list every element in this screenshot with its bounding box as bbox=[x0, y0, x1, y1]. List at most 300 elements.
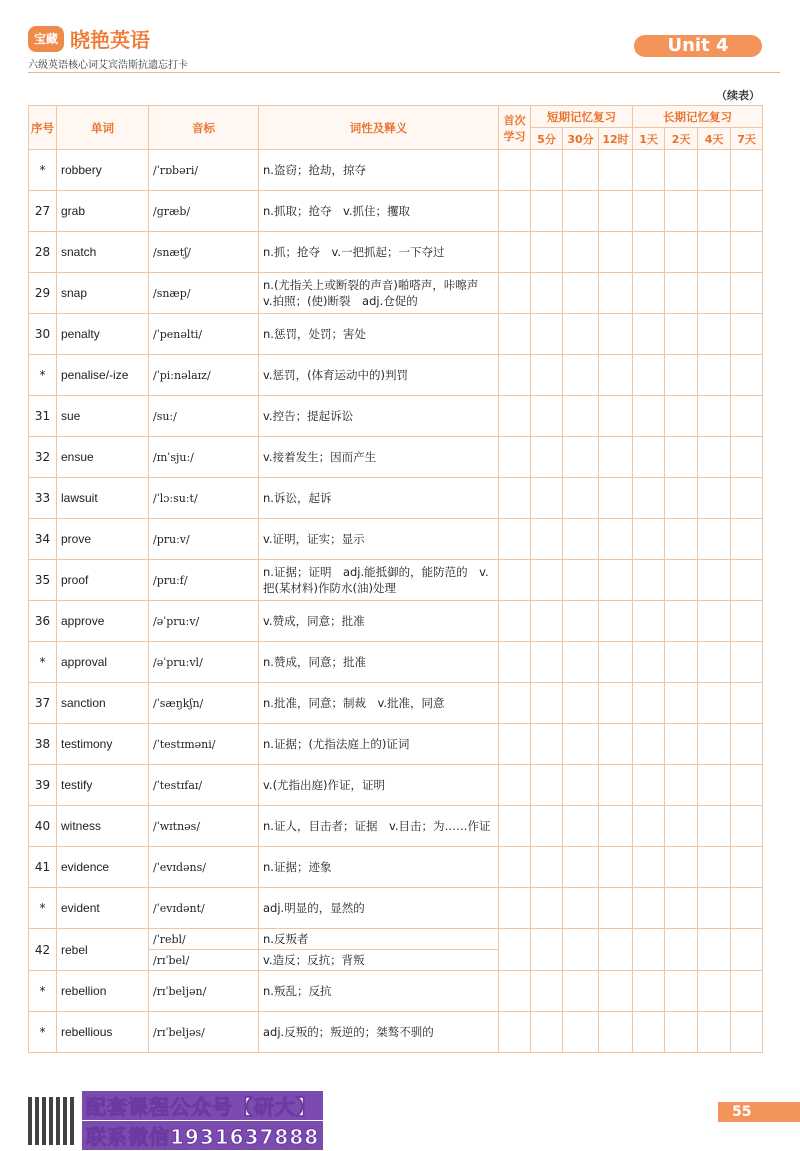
checkbox-cell[interactable] bbox=[599, 971, 633, 1012]
checkbox-cell[interactable] bbox=[563, 150, 599, 191]
checkbox-cell[interactable] bbox=[563, 314, 599, 355]
checkbox-cell[interactable] bbox=[698, 396, 731, 437]
checkbox-cell[interactable] bbox=[599, 519, 633, 560]
phonetic-cell: /ˈtestɪməni/ bbox=[149, 724, 259, 765]
checkbox-cell[interactable] bbox=[698, 642, 731, 683]
table-row bbox=[29, 232, 763, 273]
checkbox-cell[interactable] bbox=[633, 396, 665, 437]
checkbox-cell[interactable] bbox=[698, 847, 731, 888]
checkbox-cell[interactable] bbox=[499, 1012, 531, 1053]
phonetic-cell: /ˈwɪtnəs/ bbox=[149, 806, 259, 847]
table-row bbox=[29, 314, 763, 355]
logo-text: 晓艳英语 bbox=[70, 28, 150, 52]
checkbox-cell[interactable] bbox=[665, 150, 698, 191]
checkbox-cell[interactable] bbox=[599, 314, 633, 355]
checkbox-cell[interactable] bbox=[633, 355, 665, 396]
col-header-1day: 1天 bbox=[633, 128, 665, 150]
definition-cell: n.赞成，同意；批准 bbox=[259, 642, 499, 683]
word-cell: penalty bbox=[57, 314, 149, 355]
row-number: 27 bbox=[29, 191, 57, 232]
checkbox-cell[interactable] bbox=[531, 888, 563, 929]
checkbox-cell[interactable] bbox=[499, 765, 531, 806]
checkbox-cell[interactable] bbox=[563, 683, 599, 724]
vocabulary-table bbox=[28, 105, 763, 1053]
checkbox-cell[interactable] bbox=[599, 355, 633, 396]
row-number: * bbox=[29, 150, 57, 191]
checkbox-cell[interactable] bbox=[698, 273, 731, 314]
col-header-definition: 词性及释义 bbox=[259, 106, 499, 150]
checkbox-cell[interactable] bbox=[531, 806, 563, 847]
checkbox-cell[interactable] bbox=[563, 232, 599, 273]
phonetic-cell: /pruːf/ bbox=[149, 560, 259, 601]
checkbox-cell[interactable] bbox=[563, 1012, 599, 1053]
table-row bbox=[29, 724, 763, 765]
row-number: 40 bbox=[29, 806, 57, 847]
checkbox-cell[interactable] bbox=[599, 560, 633, 601]
checkbox-cell[interactable] bbox=[599, 929, 633, 971]
checkbox-cell[interactable] bbox=[531, 396, 563, 437]
checkbox-cell[interactable] bbox=[499, 437, 531, 478]
table-body bbox=[29, 150, 763, 1053]
checkbox-cell[interactable] bbox=[731, 191, 763, 232]
checkbox-cell[interactable] bbox=[531, 1012, 563, 1053]
checkbox-cell[interactable] bbox=[665, 683, 698, 724]
checkbox-cell[interactable] bbox=[633, 273, 665, 314]
definition-cell: n.叛乱；反抗 bbox=[259, 971, 499, 1012]
row-number: * bbox=[29, 971, 57, 1012]
col-header-word: 单词 bbox=[57, 106, 149, 150]
row-number: 29 bbox=[29, 273, 57, 314]
checkbox-cell[interactable] bbox=[698, 765, 731, 806]
row-number: 39 bbox=[29, 765, 57, 806]
word-cell: evident bbox=[57, 888, 149, 929]
definition-cell: n.抓；抢夺 v.一把抓起；一下夺过 bbox=[259, 232, 499, 273]
checkbox-cell[interactable] bbox=[731, 642, 763, 683]
qr-code-icon bbox=[28, 1097, 76, 1145]
checkbox-cell[interactable] bbox=[665, 601, 698, 642]
checkbox-cell[interactable] bbox=[731, 478, 763, 519]
row-number: 31 bbox=[29, 396, 57, 437]
checkbox-cell[interactable] bbox=[633, 437, 665, 478]
phonetic-cell: /ˈlɔːsuːt/ bbox=[149, 478, 259, 519]
phonetic-cell: /ˈevɪdəns/ bbox=[149, 847, 259, 888]
checkbox-cell[interactable] bbox=[531, 971, 563, 1012]
checkbox-cell[interactable] bbox=[665, 888, 698, 929]
checkbox-cell[interactable] bbox=[633, 724, 665, 765]
col-header-4day: 4天 bbox=[698, 128, 731, 150]
checkbox-cell[interactable] bbox=[698, 683, 731, 724]
checkbox-cell[interactable] bbox=[599, 888, 633, 929]
checkbox-cell[interactable] bbox=[633, 1012, 665, 1053]
word-cell: rebellion bbox=[57, 971, 149, 1012]
row-number: * bbox=[29, 355, 57, 396]
checkbox-cell[interactable] bbox=[698, 355, 731, 396]
checkbox-cell[interactable] bbox=[731, 437, 763, 478]
checkbox-cell[interactable] bbox=[499, 683, 531, 724]
checkbox-cell[interactable] bbox=[665, 232, 698, 273]
checkbox-cell[interactable] bbox=[731, 232, 763, 273]
checkbox-cell[interactable] bbox=[531, 437, 563, 478]
checkbox-cell[interactable] bbox=[531, 273, 563, 314]
checkbox-cell[interactable] bbox=[531, 355, 563, 396]
checkbox-cell[interactable] bbox=[665, 519, 698, 560]
definition-cell: n.证人，目击者；证据 v.目击；为……作证 bbox=[259, 806, 499, 847]
checkbox-cell[interactable] bbox=[531, 724, 563, 765]
definition-cell: n.(尤指关上或断裂的声音)啪嗒声，咔嚓声 v.拍照；(使)断裂 adj.仓促的 bbox=[259, 273, 499, 314]
row-number: * bbox=[29, 642, 57, 683]
phonetic-cell: /rɪˈbel/ bbox=[149, 950, 259, 971]
word-cell: penalise/-ize bbox=[57, 355, 149, 396]
row-number: 37 bbox=[29, 683, 57, 724]
row-number: 38 bbox=[29, 724, 57, 765]
phonetic-cell: /əˈpruːvl/ bbox=[149, 642, 259, 683]
checkbox-cell[interactable] bbox=[633, 560, 665, 601]
checkbox-cell[interactable] bbox=[633, 478, 665, 519]
phonetic-cell: /ˈsæŋkʃn/ bbox=[149, 683, 259, 724]
checkbox-cell[interactable] bbox=[599, 273, 633, 314]
checkbox-cell[interactable] bbox=[665, 642, 698, 683]
checkbox-cell[interactable] bbox=[698, 232, 731, 273]
checkbox-cell[interactable] bbox=[633, 642, 665, 683]
checkbox-cell[interactable] bbox=[499, 929, 531, 971]
checkbox-cell[interactable] bbox=[563, 478, 599, 519]
checkbox-cell[interactable] bbox=[633, 150, 665, 191]
checkbox-cell[interactable] bbox=[499, 642, 531, 683]
row-number: * bbox=[29, 888, 57, 929]
col-header-5min: 5分 bbox=[531, 128, 563, 150]
checkbox-cell[interactable] bbox=[633, 806, 665, 847]
checkbox-cell[interactable] bbox=[499, 724, 531, 765]
table-row bbox=[29, 806, 763, 847]
table-row bbox=[29, 601, 763, 642]
checkbox-cell[interactable] bbox=[499, 273, 531, 314]
checkbox-cell[interactable] bbox=[563, 191, 599, 232]
checkbox-cell[interactable] bbox=[499, 806, 531, 847]
checkbox-cell[interactable] bbox=[731, 1012, 763, 1053]
checkbox-cell[interactable] bbox=[731, 560, 763, 601]
col-header-30min: 30分 bbox=[563, 128, 599, 150]
checkbox-cell[interactable] bbox=[531, 642, 563, 683]
checkbox-cell[interactable] bbox=[499, 191, 531, 232]
phonetic-cell: /snæp/ bbox=[149, 273, 259, 314]
checkbox-cell[interactable] bbox=[633, 929, 665, 971]
table-row bbox=[29, 396, 763, 437]
checkbox-cell[interactable] bbox=[563, 724, 599, 765]
promo-line-1: 配套课程公众号【研大】 bbox=[82, 1091, 323, 1120]
table-row bbox=[29, 847, 763, 888]
checkbox-cell[interactable] bbox=[563, 601, 599, 642]
checkbox-cell[interactable] bbox=[531, 314, 563, 355]
table-row bbox=[29, 150, 763, 191]
word-cell: robbery bbox=[57, 150, 149, 191]
checkbox-cell[interactable] bbox=[563, 806, 599, 847]
definition-cell: adj.反叛的；叛逆的；桀骜不驯的 bbox=[259, 1012, 499, 1053]
table-row bbox=[29, 642, 763, 683]
checkbox-cell[interactable] bbox=[599, 765, 633, 806]
checkbox-cell[interactable] bbox=[731, 929, 763, 971]
checkbox-cell[interactable] bbox=[563, 273, 599, 314]
checkbox-cell[interactable] bbox=[599, 683, 633, 724]
phonetic-cell: /ˈpiːnəlaɪz/ bbox=[149, 355, 259, 396]
checkbox-cell[interactable] bbox=[531, 683, 563, 724]
row-number: * bbox=[29, 1012, 57, 1053]
checkbox-cell[interactable] bbox=[633, 601, 665, 642]
checkbox-cell[interactable] bbox=[665, 273, 698, 314]
definition-cell: n.证据；(尤指法庭上的)证词 bbox=[259, 724, 499, 765]
checkbox-cell[interactable] bbox=[665, 929, 698, 971]
checkbox-cell[interactable] bbox=[698, 601, 731, 642]
definition-cell: n.盗窃；抢劫，掠夺 bbox=[259, 150, 499, 191]
checkbox-cell[interactable] bbox=[698, 929, 731, 971]
checkbox-cell[interactable] bbox=[563, 765, 599, 806]
checkbox-cell[interactable] bbox=[731, 273, 763, 314]
checkbox-cell[interactable] bbox=[531, 519, 563, 560]
checkbox-cell[interactable] bbox=[731, 396, 763, 437]
checkbox-cell[interactable] bbox=[665, 314, 698, 355]
checkbox-cell[interactable] bbox=[499, 478, 531, 519]
checkbox-cell[interactable] bbox=[665, 396, 698, 437]
table-row bbox=[29, 560, 763, 601]
checkbox-cell[interactable] bbox=[731, 724, 763, 765]
promo-text bbox=[82, 1090, 323, 1151]
checkbox-cell[interactable] bbox=[731, 601, 763, 642]
col-header-phonetic: 音标 bbox=[149, 106, 259, 150]
phonetic-cell: /ˈrɒbəri/ bbox=[149, 150, 259, 191]
vocabulary-table-container bbox=[28, 105, 762, 1053]
checkbox-cell[interactable] bbox=[731, 847, 763, 888]
checkbox-cell[interactable] bbox=[731, 806, 763, 847]
word-cell: witness bbox=[57, 806, 149, 847]
phonetic-cell: /ˈevɪdənt/ bbox=[149, 888, 259, 929]
book-subtitle: 六级英语核心词艾宾浩斯抗遗忘打卡 bbox=[28, 60, 188, 71]
checkbox-cell[interactable] bbox=[499, 314, 531, 355]
checkbox-cell[interactable] bbox=[499, 355, 531, 396]
checkbox-cell[interactable] bbox=[531, 929, 563, 971]
table-row bbox=[29, 1012, 763, 1053]
checkbox-cell[interactable] bbox=[665, 560, 698, 601]
row-number: 41 bbox=[29, 847, 57, 888]
checkbox-cell[interactable] bbox=[499, 396, 531, 437]
checkbox-cell[interactable] bbox=[633, 971, 665, 1012]
checkbox-cell[interactable] bbox=[499, 847, 531, 888]
checkbox-cell[interactable] bbox=[698, 150, 731, 191]
phonetic-cell: /ɡræb/ bbox=[149, 191, 259, 232]
checkbox-cell[interactable] bbox=[499, 971, 531, 1012]
table-row bbox=[29, 478, 763, 519]
checkbox-cell[interactable] bbox=[665, 765, 698, 806]
table-row bbox=[29, 888, 763, 929]
definition-cell: n.证据；证明 adj.能抵御的，能防范的 v.把(某材料)作防水(油)处理 bbox=[259, 560, 499, 601]
phonetic-cell: /ˈtestɪfaɪ/ bbox=[149, 765, 259, 806]
checkbox-cell[interactable] bbox=[599, 601, 633, 642]
word-cell: snatch bbox=[57, 232, 149, 273]
checkbox-cell[interactable] bbox=[531, 765, 563, 806]
checkbox-cell[interactable] bbox=[599, 396, 633, 437]
logo-badge: 宝藏 bbox=[28, 26, 64, 52]
footer-promo bbox=[28, 1090, 323, 1151]
checkbox-cell[interactable] bbox=[633, 232, 665, 273]
checkbox-cell[interactable] bbox=[731, 683, 763, 724]
checkbox-cell[interactable] bbox=[563, 396, 599, 437]
word-cell: grab bbox=[57, 191, 149, 232]
row-number: 36 bbox=[29, 601, 57, 642]
checkbox-cell[interactable] bbox=[499, 232, 531, 273]
checkbox-cell[interactable] bbox=[665, 724, 698, 765]
checkbox-cell[interactable] bbox=[563, 929, 599, 971]
checkbox-cell[interactable] bbox=[698, 1012, 731, 1053]
checkbox-cell[interactable] bbox=[499, 519, 531, 560]
checkbox-cell[interactable] bbox=[599, 806, 633, 847]
table-row bbox=[29, 971, 763, 1012]
checkbox-cell[interactable] bbox=[531, 150, 563, 191]
checkbox-cell[interactable] bbox=[665, 191, 698, 232]
table-row bbox=[29, 519, 763, 560]
row-number: 32 bbox=[29, 437, 57, 478]
checkbox-cell[interactable] bbox=[599, 232, 633, 273]
checkbox-cell[interactable] bbox=[499, 888, 531, 929]
word-cell: sanction bbox=[57, 683, 149, 724]
checkbox-cell[interactable] bbox=[599, 191, 633, 232]
row-number: 28 bbox=[29, 232, 57, 273]
checkbox-cell[interactable] bbox=[698, 560, 731, 601]
checkbox-cell[interactable] bbox=[563, 519, 599, 560]
word-cell: evidence bbox=[57, 847, 149, 888]
checkbox-cell[interactable] bbox=[665, 437, 698, 478]
checkbox-cell[interactable] bbox=[531, 560, 563, 601]
checkbox-cell[interactable] bbox=[531, 601, 563, 642]
checkbox-cell[interactable] bbox=[563, 355, 599, 396]
definition-cell: n.证据；迹象 bbox=[259, 847, 499, 888]
col-header-long-term: 长期记忆复习 bbox=[633, 106, 763, 128]
definition-cell: v.赞成，同意；批准 bbox=[259, 601, 499, 642]
phonetic-cell: /rɪˈbeljəs/ bbox=[149, 1012, 259, 1053]
word-cell: prove bbox=[57, 519, 149, 560]
col-header-first-study: 首次学习 bbox=[499, 106, 531, 150]
checkbox-cell[interactable] bbox=[633, 519, 665, 560]
definition-cell: n.诉讼，起诉 bbox=[259, 478, 499, 519]
checkbox-cell[interactable] bbox=[731, 971, 763, 1012]
checkbox-cell[interactable] bbox=[633, 191, 665, 232]
word-cell: testify bbox=[57, 765, 149, 806]
checkbox-cell[interactable] bbox=[563, 642, 599, 683]
word-cell: approval bbox=[57, 642, 149, 683]
phonetic-cell: /ˈpenəlti/ bbox=[149, 314, 259, 355]
table-row bbox=[29, 683, 763, 724]
checkbox-cell[interactable] bbox=[698, 478, 731, 519]
row-number: 33 bbox=[29, 478, 57, 519]
checkbox-cell[interactable] bbox=[599, 150, 633, 191]
checkbox-cell[interactable] bbox=[633, 888, 665, 929]
checkbox-cell[interactable] bbox=[563, 971, 599, 1012]
checkbox-cell[interactable] bbox=[665, 971, 698, 1012]
checkbox-cell[interactable] bbox=[563, 847, 599, 888]
row-number: 42 bbox=[29, 929, 57, 971]
checkbox-cell[interactable] bbox=[698, 724, 731, 765]
table-row bbox=[29, 765, 763, 806]
checkbox-cell[interactable] bbox=[665, 847, 698, 888]
checkbox-cell[interactable] bbox=[698, 519, 731, 560]
checkbox-cell[interactable] bbox=[731, 355, 763, 396]
word-cell: sue bbox=[57, 396, 149, 437]
checkbox-cell[interactable] bbox=[633, 847, 665, 888]
definition-cell: v.证明，证实；显示 bbox=[259, 519, 499, 560]
checkbox-cell[interactable] bbox=[731, 888, 763, 929]
checkbox-cell[interactable] bbox=[563, 437, 599, 478]
word-cell: rebel bbox=[57, 929, 149, 971]
checkbox-cell[interactable] bbox=[698, 314, 731, 355]
checkbox-cell[interactable] bbox=[633, 314, 665, 355]
phonetic-cell: /snætʃ/ bbox=[149, 232, 259, 273]
definition-cell: n.抓取；抢夺 v.抓住；攫取 bbox=[259, 191, 499, 232]
checkbox-cell[interactable] bbox=[665, 806, 698, 847]
row-number: 30 bbox=[29, 314, 57, 355]
word-cell: ensue bbox=[57, 437, 149, 478]
checkbox-cell[interactable] bbox=[731, 765, 763, 806]
checkbox-cell[interactable] bbox=[563, 560, 599, 601]
logo bbox=[28, 24, 150, 53]
checkbox-cell[interactable] bbox=[531, 847, 563, 888]
definition-cell: n.惩罚，处罚；害处 bbox=[259, 314, 499, 355]
col-header-12h: 12时 bbox=[599, 128, 633, 150]
checkbox-cell[interactable] bbox=[731, 519, 763, 560]
checkbox-cell[interactable] bbox=[599, 437, 633, 478]
table-row bbox=[29, 437, 763, 478]
checkbox-cell[interactable] bbox=[599, 847, 633, 888]
page-number: 55 bbox=[718, 1102, 800, 1122]
checkbox-cell[interactable] bbox=[599, 1012, 633, 1053]
promo-line-2: 联系微信1931637888 bbox=[82, 1121, 323, 1150]
checkbox-cell[interactable] bbox=[599, 724, 633, 765]
checkbox-cell[interactable] bbox=[665, 478, 698, 519]
checkbox-cell[interactable] bbox=[698, 888, 731, 929]
table-row bbox=[29, 355, 763, 396]
checkbox-cell[interactable] bbox=[499, 150, 531, 191]
table-row bbox=[29, 191, 763, 232]
checkbox-cell[interactable] bbox=[531, 191, 563, 232]
phonetic-cell: /əˈpruːv/ bbox=[149, 601, 259, 642]
col-header-no: 序号 bbox=[29, 106, 57, 150]
checkbox-cell[interactable] bbox=[698, 806, 731, 847]
checkbox-cell[interactable] bbox=[665, 1012, 698, 1053]
checkbox-cell[interactable] bbox=[698, 971, 731, 1012]
table-row bbox=[29, 273, 763, 314]
checkbox-cell[interactable] bbox=[563, 888, 599, 929]
table-header-row bbox=[29, 106, 763, 128]
word-cell: proof bbox=[57, 560, 149, 601]
continued-label: （续表） bbox=[716, 89, 760, 102]
checkbox-cell[interactable] bbox=[499, 560, 531, 601]
checkbox-cell[interactable] bbox=[633, 765, 665, 806]
checkbox-cell[interactable] bbox=[698, 191, 731, 232]
checkbox-cell[interactable] bbox=[731, 314, 763, 355]
checkbox-cell[interactable] bbox=[531, 232, 563, 273]
checkbox-cell[interactable] bbox=[599, 478, 633, 519]
checkbox-cell[interactable] bbox=[633, 683, 665, 724]
checkbox-cell[interactable] bbox=[698, 437, 731, 478]
definition-cell: v.(尤指出庭)作证，证明 bbox=[259, 765, 499, 806]
word-cell: rebellious bbox=[57, 1012, 149, 1053]
header-divider bbox=[28, 72, 780, 73]
checkbox-cell[interactable] bbox=[499, 601, 531, 642]
phonetic-cell: /suː/ bbox=[149, 396, 259, 437]
checkbox-cell[interactable] bbox=[531, 478, 563, 519]
phonetic-cell: /ˈrebl/ bbox=[149, 929, 259, 950]
checkbox-cell[interactable] bbox=[731, 150, 763, 191]
row-number: 34 bbox=[29, 519, 57, 560]
col-header-short-term: 短期记忆复习 bbox=[531, 106, 633, 128]
checkbox-cell[interactable] bbox=[599, 642, 633, 683]
checkbox-cell[interactable] bbox=[665, 355, 698, 396]
